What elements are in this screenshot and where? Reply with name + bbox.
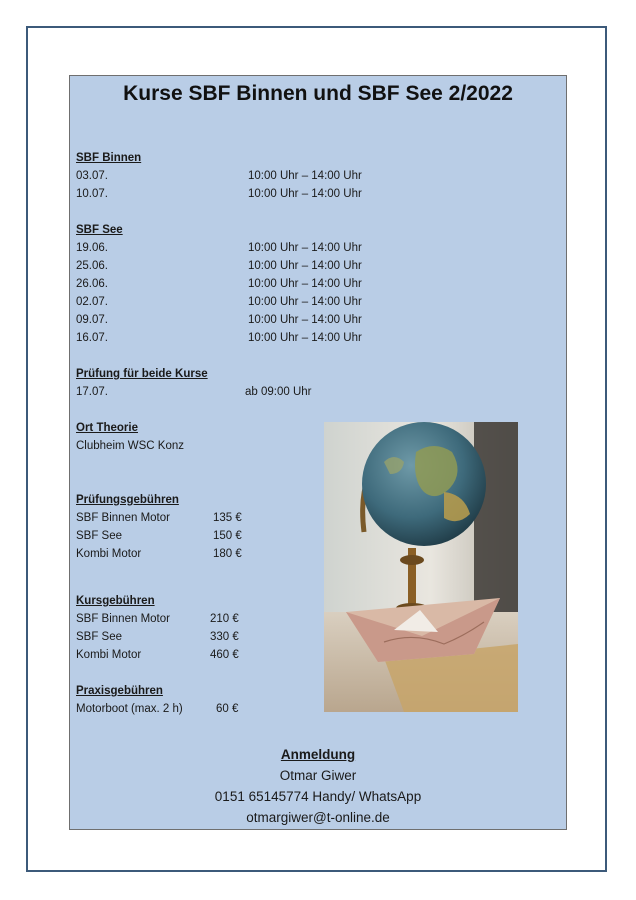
fee-price: 460 € [210,649,239,661]
see-row [76,239,362,257]
see-date: 26.06. [76,278,108,290]
section-kursgebuehren [76,592,239,664]
fee-price: 150 € [213,530,242,542]
section-ort [76,419,184,455]
fee-label: Motorboot (max. 2 h) [76,703,183,715]
pruefung-date: 17.07. [76,386,108,398]
flyer-title: Kurse SBF Binnen und SBF See 2/2022 [123,82,513,105]
heading-pruefungsgebuehren: Prüfungsgebühren [76,494,179,506]
see-row [76,275,362,293]
fee-row [76,646,239,664]
fee-row [76,610,239,628]
fee-label: SBF Binnen Motor [76,512,170,524]
see-time: 10:00 Uhr – 14:00 Uhr [248,242,362,254]
binnen-time: 10:00 Uhr – 14:00 Uhr [248,170,362,182]
pruefung-row [76,383,312,401]
fee-label: Kombi Motor [76,649,142,661]
heading-anmeldung: Anmeldung [280,747,356,762]
fee-label: SBF See [76,631,123,643]
binnen-time: 10:00 Uhr – 14:00 Uhr [248,188,362,200]
heading-kursgebuehren: Kursgebühren [76,595,155,607]
ort-value: Clubheim WSC Konz [76,440,185,452]
section-sbf-binnen [76,149,362,203]
heading-ort: Ort Theorie [76,422,138,434]
see-row [76,293,362,311]
see-row [76,329,362,347]
fee-row [76,509,242,527]
pruefung-time: ab 09:00 Uhr [245,386,312,398]
globe-paper-boat-photo [324,422,518,712]
fee-price: 180 € [213,548,242,560]
heading-pruefung: Prüfung für beide Kurse [76,368,208,380]
see-row [76,311,362,329]
section-pruefungsgebuehren [76,491,242,563]
see-date: 25.06. [76,260,108,272]
see-date: 02.07. [76,296,108,308]
fee-label: SBF Binnen Motor [76,613,170,625]
fee-price: 60 € [216,703,239,715]
fee-price: 330 € [210,631,239,643]
see-time: 10:00 Uhr – 14:00 Uhr [248,278,362,290]
binnen-row [76,185,362,203]
fee-price: 210 € [210,613,239,625]
binnen-row [76,167,362,185]
fee-row [76,527,242,545]
heading-praxisgebuehren: Praxisgebühren [76,685,163,697]
binnen-date: 03.07. [76,170,108,182]
heading-sbf-binnen: SBF Binnen [76,152,142,164]
fee-row [76,545,242,563]
globe-boat-illustration [324,422,518,712]
fee-label: Kombi Motor [76,548,142,560]
contact-email[interactable]: otmargiwer@t-online.de [246,810,390,825]
see-time: 10:00 Uhr – 14:00 Uhr [248,314,362,326]
see-row [76,257,362,275]
binnen-date: 10.07. [76,188,108,200]
section-sbf-see [76,221,362,347]
fee-row [76,628,239,646]
flyer-panel [69,75,567,830]
heading-sbf-see: SBF See [76,224,123,236]
see-date: 16.07. [76,332,108,344]
fee-price: 135 € [213,512,242,524]
see-time: 10:00 Uhr – 14:00 Uhr [248,332,362,344]
see-date: 19.06. [76,242,108,254]
contact-name: Otmar Giwer [279,768,357,783]
contact-phone: 0151 65145774 Handy/ WhatsApp [214,789,422,804]
see-time: 10:00 Uhr – 14:00 Uhr [248,260,362,272]
section-pruefung [76,365,312,401]
fee-row [76,700,239,718]
fee-label: SBF See [76,530,123,542]
section-praxisgebuehren [76,682,239,718]
see-time: 10:00 Uhr – 14:00 Uhr [248,296,362,308]
section-anmeldung [70,744,566,828]
see-date: 09.07. [76,314,108,326]
